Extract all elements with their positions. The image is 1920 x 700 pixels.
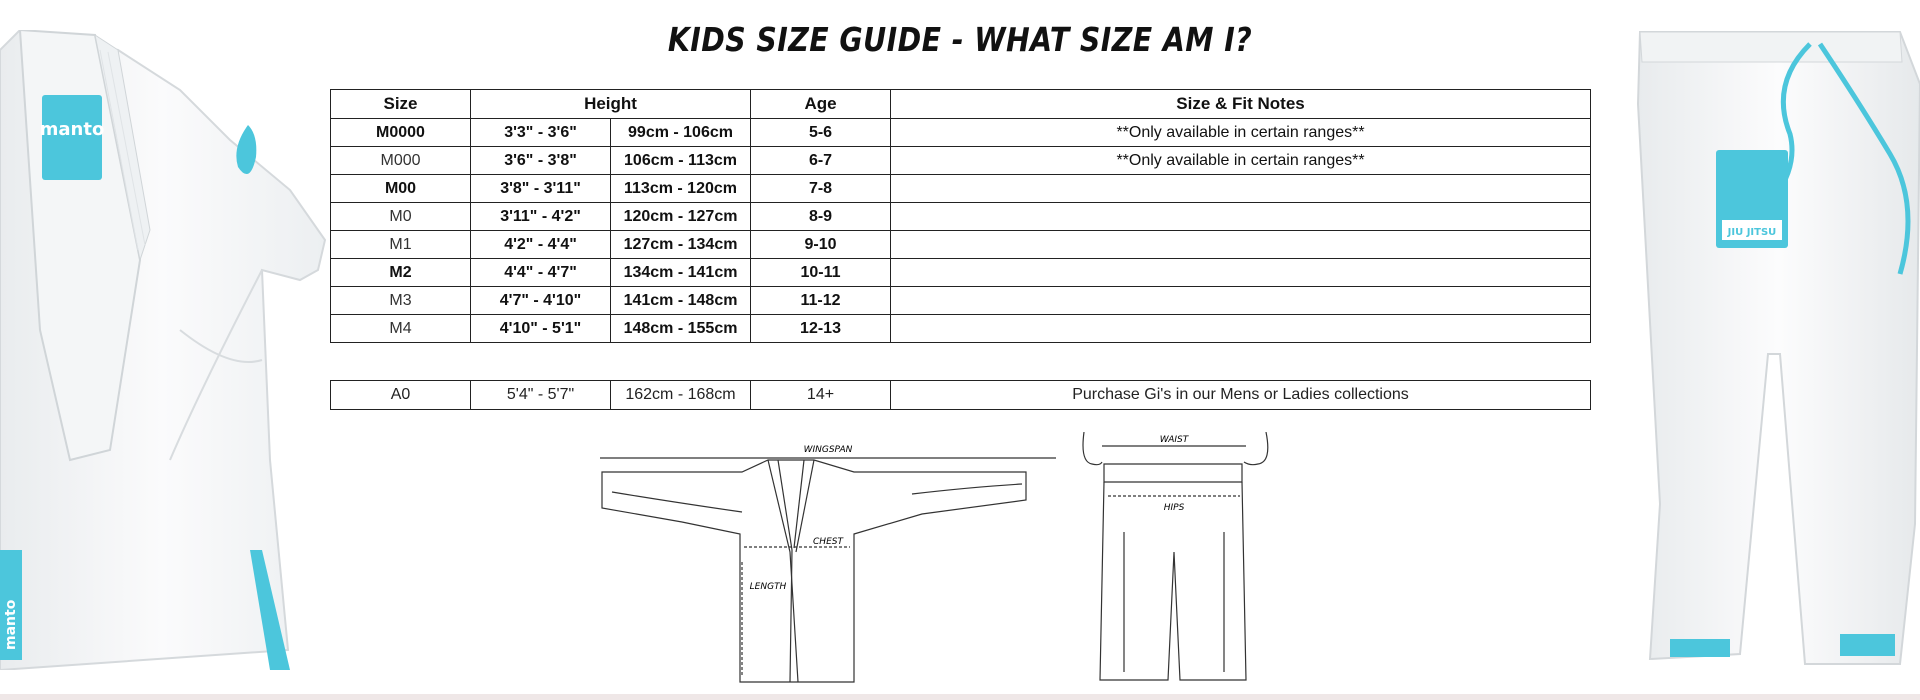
jacket-logo-text: manto [39,119,105,140]
pants-patch-text: JIU JITSU [1727,227,1777,238]
cell-size: M0000 [331,119,471,147]
label-waist: WAIST [1159,435,1189,445]
cell-height-in: 3'11" - 4'2" [471,203,611,231]
cell-height-cm: 106cm - 113cm [611,147,751,175]
table-row [331,231,1591,259]
table-row [331,147,1591,175]
page-title: KIDS SIZE GUIDE - WHAT SIZE AM I? [667,20,1253,59]
cell-size: M3 [331,287,471,315]
cell-notes [891,259,1591,287]
cell-notes [891,203,1591,231]
label-chest: CHEST [813,537,843,547]
cell-size: M4 [331,315,471,343]
cell-size: M0 [331,203,471,231]
table-header-row [331,90,1591,119]
cell-height-in: 5'4" - 5'7" [471,381,611,410]
cell-height-cm: 127cm - 134cm [611,231,751,259]
table-row [331,381,1591,410]
label-length: LENGTH [749,582,787,592]
cell-notes [891,175,1591,203]
gi-jacket-image [0,30,330,670]
cell-height-cm: 134cm - 141cm [611,259,751,287]
header-age: Age [751,90,891,119]
table-row [331,203,1591,231]
cell-height-in: 4'10" - 5'1" [471,315,611,343]
cell-height-cm: 162cm - 168cm [611,381,751,410]
header-size: Size [331,90,471,119]
cell-age: 7-8 [751,175,891,203]
cell-height-cm: 141cm - 148cm [611,287,751,315]
cell-height-in: 3'6" - 3'8" [471,147,611,175]
cell-age: 12-13 [751,315,891,343]
cell-size: M00 [331,175,471,203]
cell-age: 8-9 [751,203,891,231]
cell-height-in: 4'4" - 4'7" [471,259,611,287]
cell-age: 9-10 [751,231,891,259]
cell-height-in: 3'8" - 3'11" [471,175,611,203]
cell-notes: Purchase Gi's in our Mens or Ladies collections [891,381,1591,410]
cell-age: 5-6 [751,119,891,147]
table-row [331,119,1591,147]
cell-height-cm: 99cm - 106cm [611,119,751,147]
gi-pants-image [1630,24,1920,674]
cell-age: 14+ [751,381,891,410]
pants-measurement-diagram [1078,432,1274,694]
cell-height-cm: 113cm - 120cm [611,175,751,203]
cell-notes [891,315,1591,343]
cell-notes: **Only available in certain ranges** [891,119,1591,147]
cell-age: 10-11 [751,259,891,287]
jacket-hem-logo: manto [3,599,19,650]
header-notes: Size & Fit Notes [891,90,1591,119]
label-wingspan: WINGSPAN [803,445,853,455]
table-row [331,259,1591,287]
cell-size: M1 [331,231,471,259]
table-row [331,315,1591,343]
cell-height-cm: 120cm - 127cm [611,203,751,231]
cell-size: M000 [331,147,471,175]
cell-notes [891,231,1591,259]
cell-age: 6-7 [751,147,891,175]
size-table [330,89,1591,343]
cell-height-in: 3'3" - 3'6" [471,119,611,147]
cell-notes [891,287,1591,315]
label-hips: HIPS [1163,503,1185,513]
jacket-measurement-diagram [592,432,1064,694]
cell-height-in: 4'7" - 4'10" [471,287,611,315]
cell-height-in: 4'2" - 4'4" [471,231,611,259]
header-height: Height [471,90,751,119]
table-row [331,287,1591,315]
cell-size: A0 [331,381,471,410]
adult-size-table [330,380,1591,410]
table-row [331,175,1591,203]
cell-notes: **Only available in certain ranges** [891,147,1591,175]
cell-size: M2 [331,259,471,287]
bottom-divider [0,694,1920,700]
cell-age: 11-12 [751,287,891,315]
cell-height-cm: 148cm - 155cm [611,315,751,343]
